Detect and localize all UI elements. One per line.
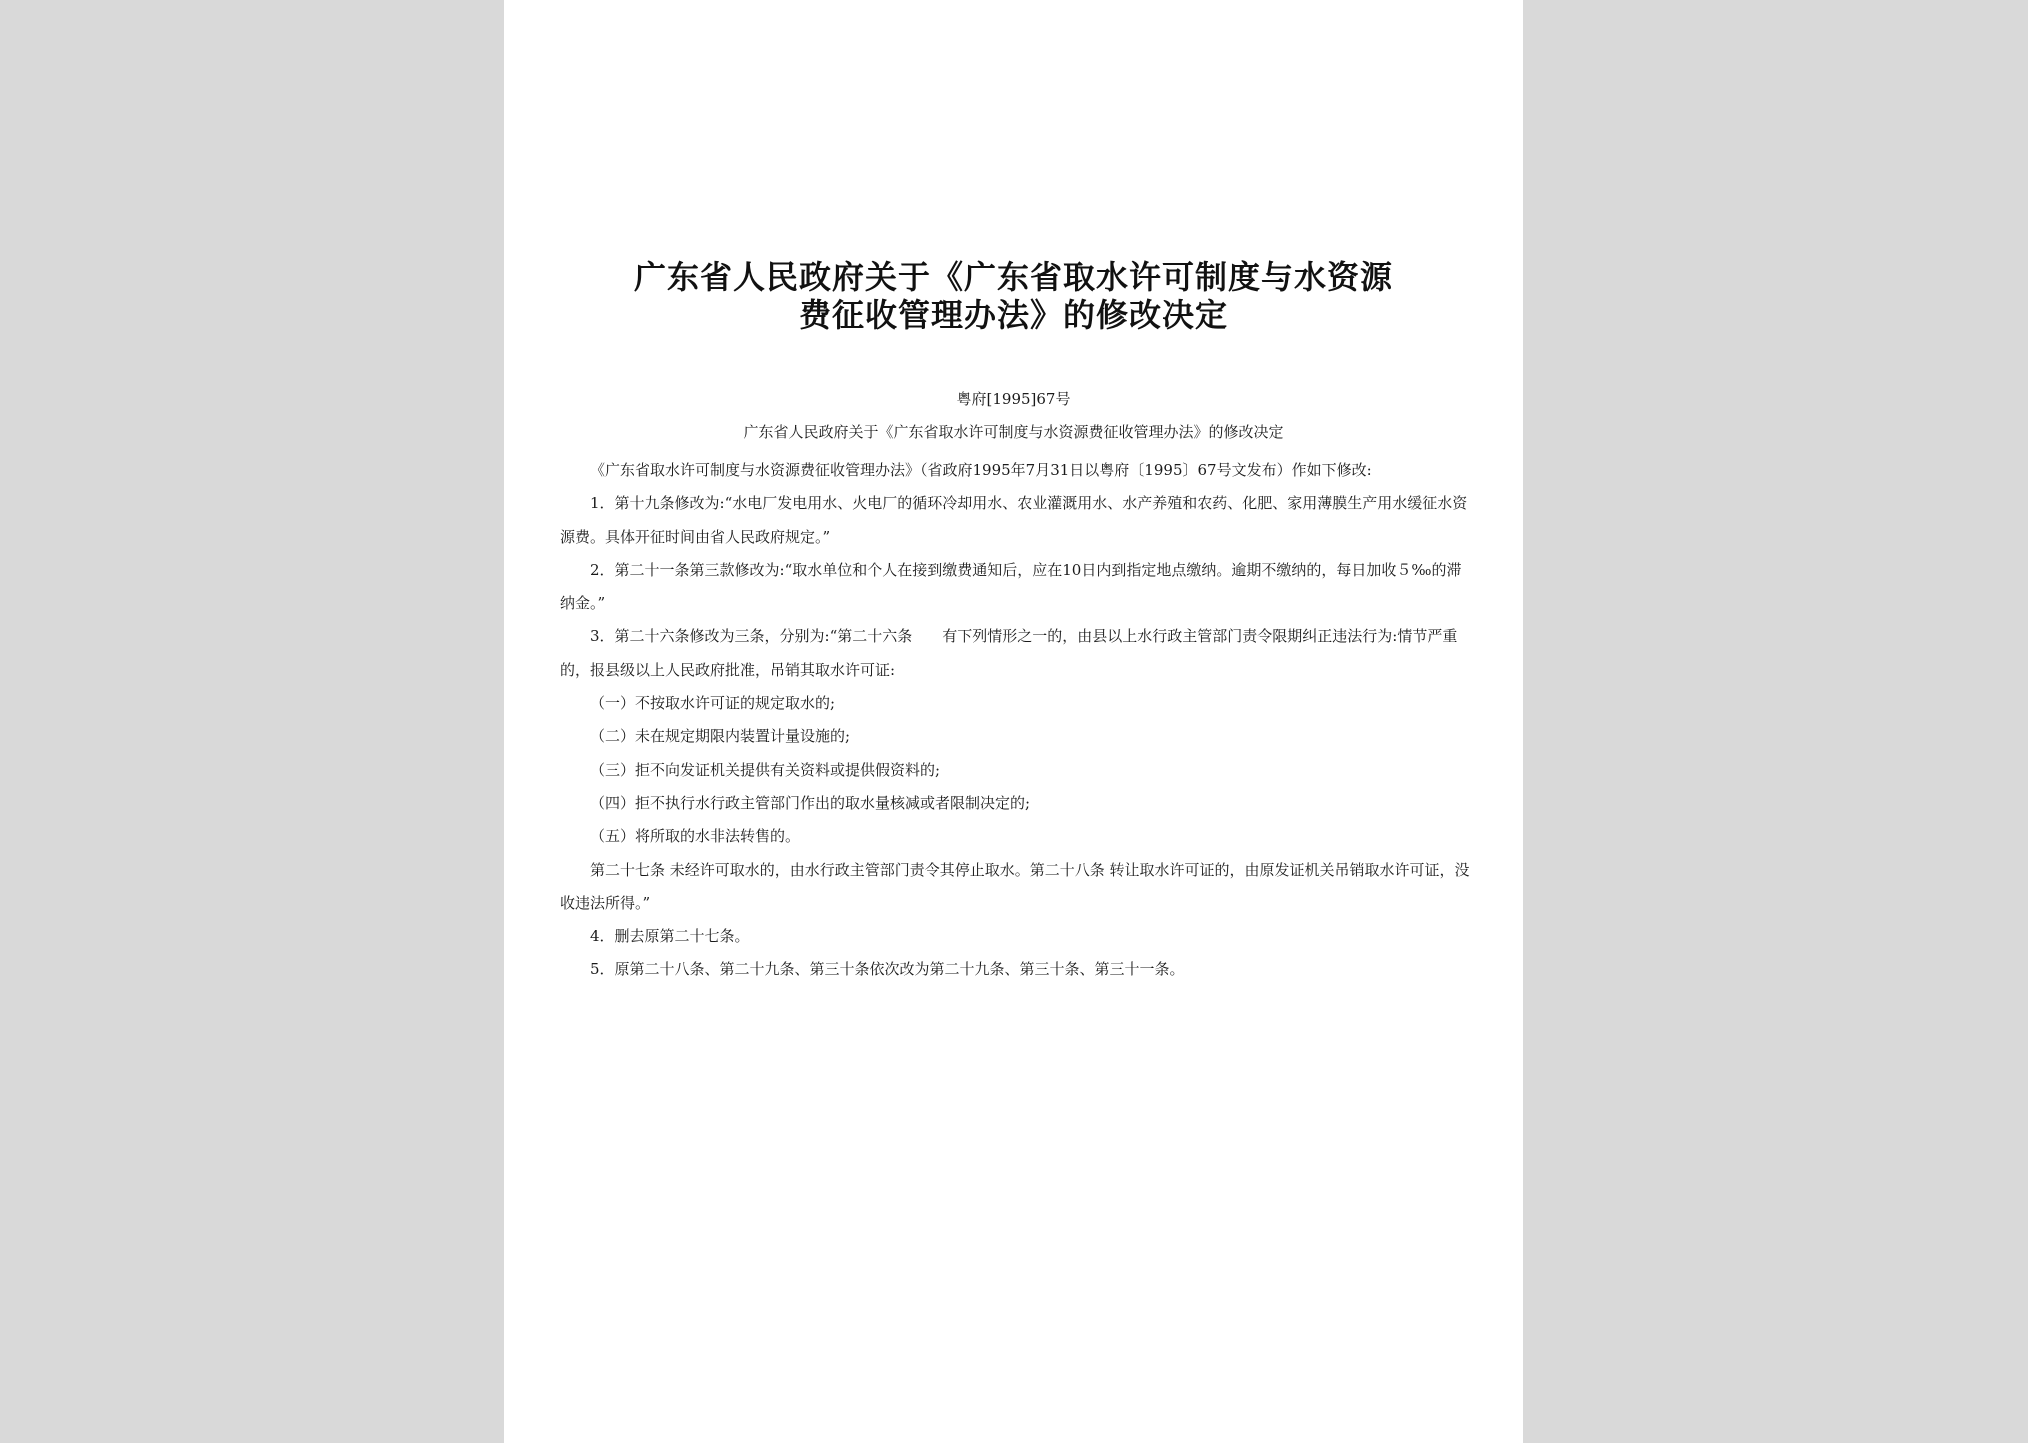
document-number: 粤府[1995]67号 bbox=[956, 390, 1071, 408]
document-body bbox=[560, 454, 1472, 987]
paragraph-intro: 《广东省取水许可制度与水资源费征收管理办法》（省政府1995年7月31日以粤府〔1995〕67号文发布）作如下修改: bbox=[590, 461, 1372, 479]
paragraph-item-4: 4．删去原第二十七条。 bbox=[590, 927, 750, 946]
paragraph-clause-3: （三）拒不向发证机关提供有关资料或提供假资料的; bbox=[590, 760, 941, 779]
paragraph-clause-4: （四）拒不执行水行政主管部门作出的取水量核减或者限制决定的; bbox=[590, 793, 1031, 812]
paragraph-item-3: 3．第二十六条修改为三条，分别为:“第二十六条 有下列情形之一的，由县以上水行政主管部门责令限期纠正违法行为:情节严重的，报县级以上人民政府批准，吊销其取水许可证: bbox=[560, 627, 1458, 679]
document-title-line-1: 广东省人民政府关于《广东省取水许可制度与水资源 bbox=[633, 258, 1393, 296]
document-title-line-2: 费征收管理办法》的修改决定 bbox=[798, 296, 1228, 334]
paragraph-item-5: 5．原第二十八条、第二十九条、第三十条依次改为第二十九条、第三十条、第三十一条。 bbox=[590, 960, 1185, 979]
paragraph-clause-2: （二）未在规定期限内装置计量设施的; bbox=[590, 727, 851, 746]
paragraph-articles-27-28: 第二十七条 未经许可取水的，由水行政主管部门责令其停止取水。第二十八条 转让取水许可证的，由原发证机关吊销取水许可证，没收违法所得。” bbox=[560, 860, 1470, 912]
document-title bbox=[504, 258, 1523, 334]
paragraph-clause-1: （一）不按取水许可证的规定取水的; bbox=[590, 694, 836, 713]
paragraph-item-2: 2．第二十一条第三款修改为:“取水单位和个人在接到缴费通知后，应在10日内到指定地点缴纳。逾期不缴纳的，每日加收５‰的滞纳金。” bbox=[560, 560, 1462, 613]
paragraph-clause-5: （五）将所取的水非法转售的。 bbox=[590, 827, 801, 846]
document-page bbox=[504, 0, 1523, 1443]
paragraph-item-1: 1．第十九条修改为:“水电厂发电用水、火电厂的循环冷却用水、农业灌溉用水、水产养殖和农药、化肥、家用薄膜生产用水缓征水资源费。具体开征时间由省人民政府规定。” bbox=[560, 494, 1468, 546]
document-subtitle: 广东省人民政府关于《广东省取水许可制度与水资源费征收管理办法》的修改决定 bbox=[743, 423, 1284, 441]
